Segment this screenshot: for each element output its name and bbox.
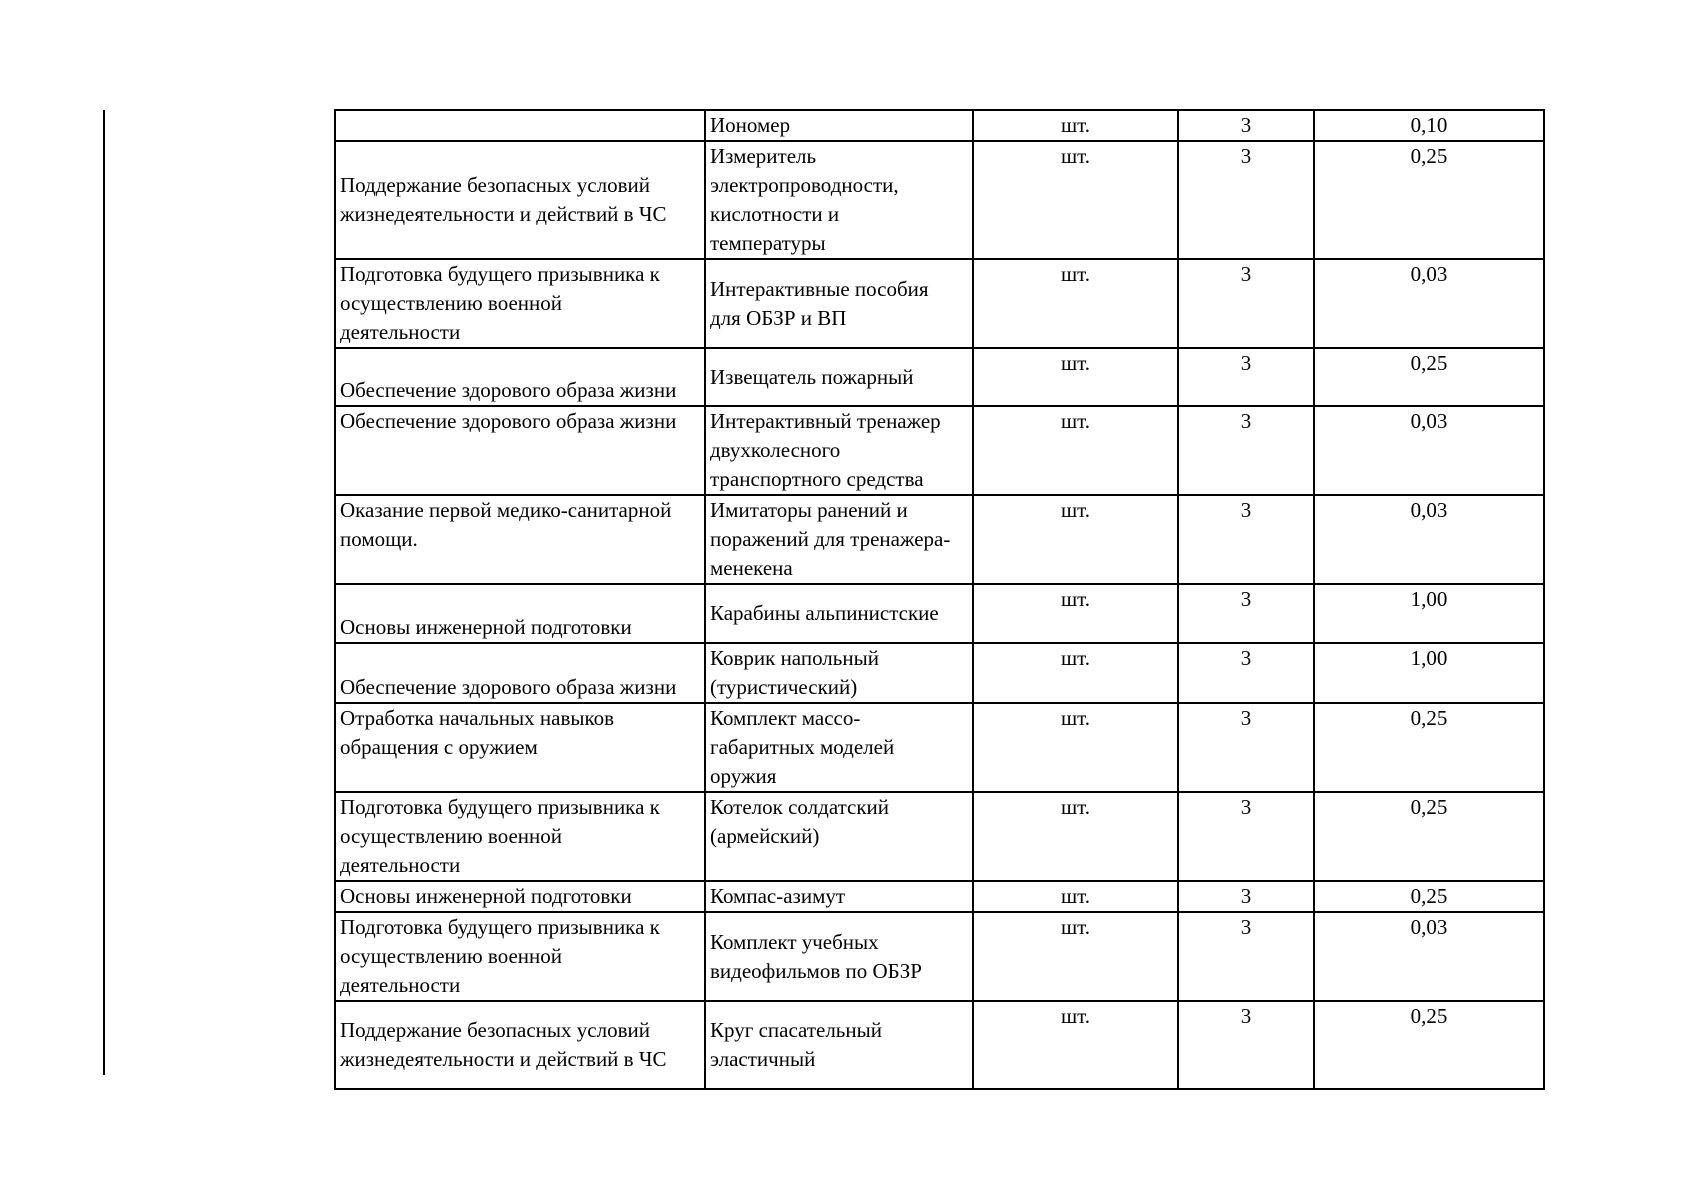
- qty-cell: 3: [1178, 912, 1314, 1001]
- unit-cell: шт.: [973, 792, 1178, 881]
- unit-cell: шт.: [973, 1001, 1178, 1089]
- table-row: [335, 643, 1544, 703]
- section-cell: [335, 881, 705, 912]
- section-text: Обеспечение здорового образа жизни: [340, 675, 677, 699]
- item-cell: [705, 259, 973, 348]
- section-cell: [335, 348, 705, 406]
- section-cell: [335, 1001, 705, 1089]
- item-cell: [705, 495, 973, 584]
- value-cell: 0,25: [1314, 703, 1544, 792]
- section-text: Основы инженерной подготовки: [340, 615, 632, 639]
- table-row: [335, 495, 1544, 584]
- item-text: Иономер: [710, 113, 791, 137]
- unit-cell: шт.: [973, 495, 1178, 584]
- table-row: [335, 348, 1544, 406]
- value-cell: 0,03: [1314, 495, 1544, 584]
- qty-cell: 3: [1178, 259, 1314, 348]
- unit-cell: шт.: [973, 881, 1178, 912]
- equipment-table: [334, 109, 1545, 1090]
- value-cell: 0,10: [1314, 110, 1544, 141]
- section-text: Поддержание безопасных условий жизнедеятельности и действий в ЧС: [340, 1018, 667, 1071]
- unit-cell: шт.: [973, 912, 1178, 1001]
- qty-cell: 3: [1178, 406, 1314, 495]
- value-cell: 0,25: [1314, 141, 1544, 259]
- section-cell: [335, 643, 705, 703]
- value-cell: 0,25: [1314, 792, 1544, 881]
- unit-cell: шт.: [973, 259, 1178, 348]
- qty-cell: 3: [1178, 792, 1314, 881]
- value-cell: 1,00: [1314, 643, 1544, 703]
- item-text: Коврик напольный (туристический): [710, 646, 879, 699]
- qty-cell: 3: [1178, 348, 1314, 406]
- qty-cell: 3: [1178, 881, 1314, 912]
- table-row: [335, 141, 1544, 259]
- section-text: Подготовка будущего призывника к осуществлению военной деятельности: [340, 915, 660, 997]
- unit-cell: шт.: [973, 643, 1178, 703]
- section-text: Обеспечение здорового образа жизни: [340, 409, 677, 433]
- item-text: Компас-азимут: [710, 884, 846, 908]
- section-text: Оказание первой медико-санитарной помощи.: [340, 498, 672, 551]
- section-text: Отработка начальных навыков обращения с оружием: [340, 706, 615, 759]
- value-cell: 1,00: [1314, 584, 1544, 643]
- item-cell: [705, 703, 973, 792]
- item-cell: [705, 1001, 973, 1089]
- qty-cell: 3: [1178, 643, 1314, 703]
- table-row: [335, 1001, 1544, 1089]
- unit-cell: шт.: [973, 110, 1178, 141]
- qty-cell: 3: [1178, 703, 1314, 792]
- item-cell: [705, 881, 973, 912]
- section-cell: [335, 792, 705, 881]
- section-cell: [335, 406, 705, 495]
- item-cell: [705, 406, 973, 495]
- section-cell: [335, 912, 705, 1001]
- unit-cell: шт.: [973, 141, 1178, 259]
- value-cell: 0,03: [1314, 406, 1544, 495]
- item-text: Комплект учебных видеофильмов по ОБЗР: [710, 929, 922, 983]
- qty-cell: 3: [1178, 141, 1314, 259]
- item-text: Измеритель электропроводности, кислотности и температуры: [710, 144, 899, 255]
- item-text: Карабины альпинистские: [710, 601, 939, 625]
- value-cell: 0,03: [1314, 259, 1544, 348]
- value-cell: 0,03: [1314, 912, 1544, 1001]
- item-cell: [705, 584, 973, 643]
- unit-cell: шт.: [973, 348, 1178, 406]
- table-row: [335, 792, 1544, 881]
- value-cell: 0,25: [1314, 348, 1544, 406]
- qty-cell: 3: [1178, 1001, 1314, 1089]
- table-row: [335, 584, 1544, 643]
- value-cell: 0,25: [1314, 881, 1544, 912]
- qty-cell: 3: [1178, 495, 1314, 584]
- section-cell: [335, 584, 705, 643]
- qty-cell: 3: [1178, 110, 1314, 141]
- item-text: Круг спасательный эластичный: [710, 1018, 882, 1071]
- section-text: Подготовка будущего призывника к осуществлению военной деятельности: [340, 795, 660, 877]
- item-text: Имитаторы ранений и поражений для тренажера- менекена: [710, 498, 951, 580]
- item-text: Интерактивный тренажер двухколесного транспортного средства: [710, 409, 941, 491]
- table-row: [335, 406, 1544, 495]
- item-cell: [705, 792, 973, 881]
- unit-cell: шт.: [973, 703, 1178, 792]
- item-text: Извещатель пожарный: [710, 364, 914, 389]
- page-margin-line: [103, 110, 105, 1075]
- value-cell: 0,25: [1314, 1001, 1544, 1089]
- section-cell: [335, 110, 705, 141]
- unit-cell: шт.: [973, 584, 1178, 643]
- item-cell: [705, 912, 973, 1001]
- item-text: Интерактивные пособия для ОБЗР и ВП: [710, 276, 929, 330]
- table-row: [335, 259, 1544, 348]
- section-cell: [335, 141, 705, 259]
- section-text: Обеспечение здорового образа жизни: [340, 378, 677, 402]
- section-cell: [335, 259, 705, 348]
- item-cell: [705, 141, 973, 259]
- item-cell: [705, 110, 973, 141]
- qty-cell: 3: [1178, 584, 1314, 643]
- item-cell: [705, 643, 973, 703]
- table-row: [335, 912, 1544, 1001]
- section-cell: [335, 703, 705, 792]
- section-cell: [335, 495, 705, 584]
- table-row: [335, 881, 1544, 912]
- section-text: Основы инженерной подготовки: [340, 884, 632, 908]
- section-text: Подготовка будущего призывника к осуществлению военной деятельности: [340, 262, 660, 344]
- item-cell: [705, 348, 973, 406]
- item-text: Котелок солдатский (армейский): [710, 795, 890, 848]
- section-text: Поддержание безопасных условий жизнедеятельности и действий в ЧС: [340, 173, 667, 226]
- item-text: Комплект массо- габаритных моделей оружия: [710, 706, 895, 788]
- table-row: [335, 703, 1544, 792]
- unit-cell: шт.: [973, 406, 1178, 495]
- table-row: [335, 110, 1544, 141]
